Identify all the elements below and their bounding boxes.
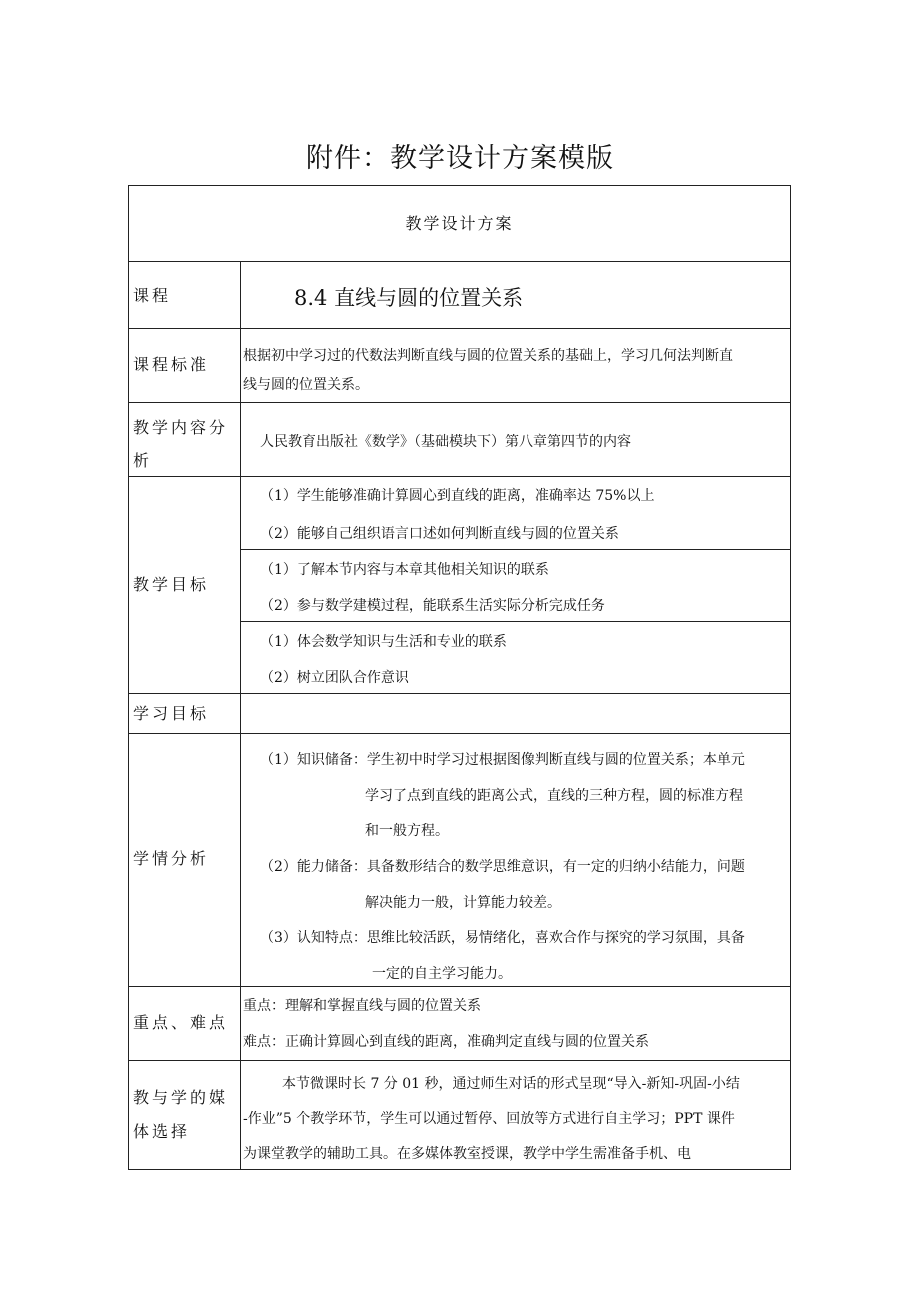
analysis-1-lead: （1）知识储备：学生初中时学习过根据图像判断直线与圆的位置关系；本单元	[260, 752, 745, 768]
media-line-3: 为课堂教学的辅助工具。在多媒体教室授课，教学中学生需准备手机、电	[243, 1146, 691, 1162]
document-title: 附件：教学设计方案模版	[306, 143, 614, 174]
analysis-1-cont-2: 和一般方程。	[365, 823, 449, 839]
analysis-2-lead: （2）能力储备：具备数形结合的数学思维意识，有一定的归纳小结能力，问题	[260, 859, 745, 875]
analysis-3-lead: （3）认知特点：思维比较活跃，易情绪化，喜欢合作与探究的学习氛围，具备	[260, 930, 745, 946]
label-content-2: 析	[133, 451, 153, 470]
label-learning-goal: 学习目标	[133, 704, 210, 723]
row-objectives	[129, 476, 790, 694]
objective-2-2: （2）参与数学建模过程，能联系生活实际分析完成任务	[260, 598, 605, 614]
objective-2-1: （1）了解本节内容与本章其他相关知识的联系	[260, 562, 549, 578]
row-content-analysis	[129, 402, 790, 477]
keypoint-important: 重点：理解和掌握直线与圆的位置关系	[243, 998, 481, 1014]
standard-line-1: 根据初中学习过的代数法判断直线与圆的位置关系的基础上，学习几何法判断直	[243, 348, 733, 364]
keypoint-difficult: 难点：正确计算圆心到直线的距离，准确判定直线与圆的位置关系	[243, 1034, 649, 1050]
label-content-1: 教学内容分	[133, 418, 229, 437]
row-student-analysis	[129, 733, 790, 987]
label-media-1: 教与学的媒	[133, 1088, 229, 1107]
label-media-2: 体选择	[133, 1122, 191, 1141]
label-course: 课程	[133, 286, 172, 305]
label-standard: 课程标准	[133, 355, 210, 374]
label-objectives: 教学目标	[133, 575, 210, 594]
row-media	[129, 1060, 790, 1172]
objective-1-2: （2）能够自己组织语言口述如何判断直线与圆的位置关系	[260, 526, 619, 542]
objective-3-1: （1）体会数学知识与生活和专业的联系	[260, 634, 507, 650]
label-keypoints: 重点、难点	[133, 1013, 229, 1032]
row-course	[129, 261, 790, 329]
course-title: 8.4 直线与圆的位置关系	[294, 286, 524, 310]
analysis-2-cont-1: 解决能力一般，计算能力较差。	[365, 895, 561, 911]
row-standard	[129, 328, 790, 403]
lesson-plan-table	[128, 185, 791, 1170]
content-value: 人民教育出版社《数学》（基础模块下）第八章第四节的内容	[260, 434, 631, 450]
analysis-3-cont-1: 一定的自主学习能力。	[372, 966, 512, 982]
row-keypoints	[129, 986, 790, 1061]
objective-1-1: （1）学生能够准确计算圆心到直线的距离，准确率达 75%以上	[260, 488, 655, 504]
analysis-1-cont-1: 学习了点到直线的距离公式，直线的三种方程，圆的标准方程	[365, 788, 743, 804]
media-line-2: -作业”5 个教学环节，学生可以通过暂停、回放等方式进行自主学习；PPT 课件	[243, 1111, 735, 1127]
media-line-1: 本节微课时长 7 分 01 秒，通过师生对话的形式呈现“导入-新知-巩固-小结	[282, 1076, 740, 1092]
objectives-divider-1	[240, 549, 790, 550]
standard-line-2: 线与圆的位置关系。	[243, 377, 369, 393]
table-header: 教学设计方案	[405, 214, 514, 233]
table-header-row	[129, 186, 790, 261]
row-learning-goal	[129, 693, 790, 734]
label-student-analysis: 学情分析	[133, 849, 210, 868]
objectives-divider-2	[240, 621, 790, 622]
objective-3-2: （2）树立团队合作意识	[260, 670, 409, 686]
